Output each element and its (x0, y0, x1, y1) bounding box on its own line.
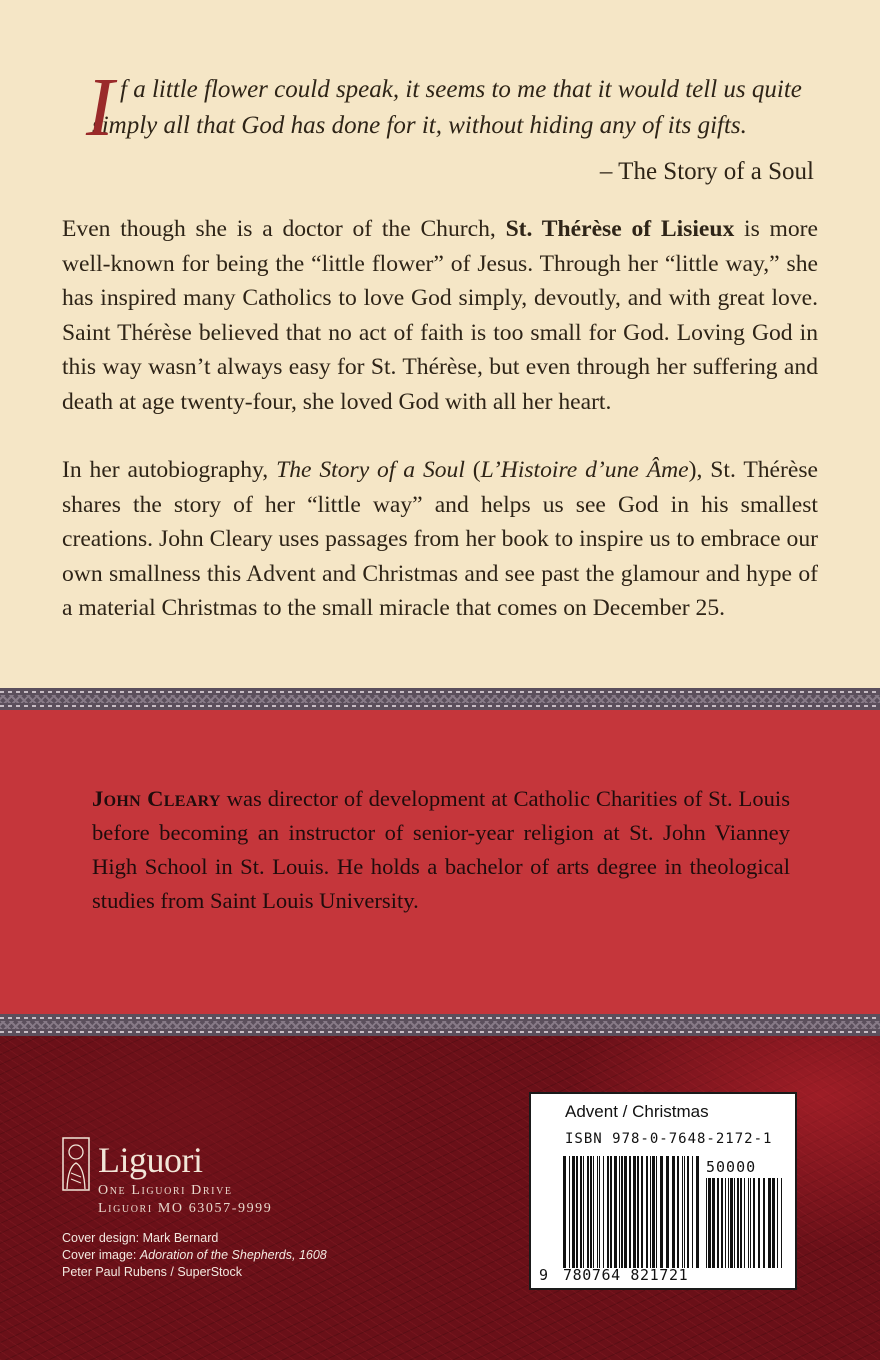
artist-credit: Peter Paul Rubens / SuperStock (62, 1265, 242, 1279)
barcode-bar (748, 1178, 749, 1268)
barcode-bar (758, 1178, 760, 1268)
description-paragraph-2 (62, 453, 818, 626)
quote-source: – The Story of a Soul (599, 158, 814, 185)
barcode-bar (619, 1156, 620, 1268)
barcode-bar (633, 1156, 636, 1268)
barcode-bar (684, 1156, 685, 1268)
barcode-bar (593, 1156, 594, 1268)
painting-title: Adoration of the Shepherds, 1608 (139, 1248, 327, 1262)
epigraph-quote (86, 61, 804, 154)
book-category: Advent / Christmas (565, 1102, 709, 1121)
barcode-bar (650, 1156, 651, 1268)
author-bio-text: was director of development at Catholic Charities of St. Louis before becoming an instructor of senior-year religion at St. John Vianney High School in St. Louis. He holds a bachelor of arts degree in theological studies from Saint Louis University. (92, 786, 791, 913)
barcode-bar (728, 1178, 729, 1268)
barcode-bar (572, 1156, 575, 1268)
barcode-bar (781, 1178, 782, 1268)
barcode-bar (660, 1156, 663, 1268)
barcode-bar (734, 1178, 735, 1268)
description-paragraph-1 (62, 212, 818, 419)
drop-cap: I (86, 61, 114, 154)
barcode-bar (652, 1156, 655, 1268)
text-run: In her autobiography, (62, 457, 277, 483)
image-credit (62, 1247, 327, 1264)
barcode-bar (624, 1156, 627, 1268)
barcode-bar (721, 1178, 723, 1268)
barcode-bar (708, 1178, 711, 1268)
quote-text: f a little flower could speak, it seems to me that it would tell us quite simply all that God has done for it, without hiding any of its gifts. (92, 76, 802, 139)
saint-portrait-icon (62, 1137, 90, 1191)
price-code: 50000 (706, 1158, 757, 1176)
barcode-bar (672, 1156, 675, 1268)
barcode-bar (590, 1156, 592, 1268)
barcode-bar (696, 1156, 699, 1268)
book-title-french: L’Histoire d’une Âme (480, 457, 689, 483)
publisher-name: Liguori (98, 1140, 203, 1180)
barcode-bar (737, 1178, 739, 1268)
barcode-bar (692, 1156, 693, 1268)
barcode-bar (706, 1178, 707, 1268)
decorative-band (0, 1014, 880, 1036)
text-run: ( (464, 457, 481, 483)
barcode-box (529, 1092, 797, 1290)
author-bio (92, 782, 790, 918)
cover-credits (62, 1230, 327, 1281)
publisher-address-line2: Liguori MO 63057-9999 (98, 1201, 273, 1216)
isbn-label: ISBN 978-0-7648-2172-1 (565, 1131, 773, 1147)
barcode-bar (750, 1178, 751, 1268)
barcode-bar (576, 1156, 578, 1268)
barcode-bar (682, 1156, 683, 1268)
barcode-bar (677, 1156, 679, 1268)
barcode-bar (777, 1178, 778, 1268)
barcode-bar (583, 1156, 584, 1268)
barcode-bar (614, 1156, 617, 1268)
barcode-bar (730, 1178, 733, 1268)
text-run: Even though she is a doctor of the Church, (62, 216, 506, 242)
barcode-bar (753, 1178, 755, 1268)
saint-name: St. Thérèse of Lisieux (505, 216, 735, 242)
barcode-bar (599, 1156, 600, 1268)
design-credit: Cover design: Mark Bernard (62, 1231, 219, 1245)
barcode-bar (580, 1156, 582, 1268)
author-name: John Cleary (92, 786, 221, 811)
barcode-bar (629, 1156, 631, 1268)
barcode-bar (587, 1156, 589, 1268)
book-title: The Story of a Soul (276, 457, 465, 483)
barcode-bar (768, 1178, 771, 1268)
text-run: is more well-known for being the “little flower” of Jesus. Through her “little way,” she has inspired many Catholics to love God simply, devoutly, and with great love. Saint Thérèse believed that no act of faith is too small for God. Loving God in this way wasn’t always easy for St. Thérèse, but even through her suffering and death at age twenty-four, she loved God with all her heart. (62, 216, 819, 415)
barcode-bar (687, 1156, 689, 1268)
barcode-bar (641, 1156, 643, 1268)
barcode-bar (744, 1178, 745, 1268)
barcode-bar (763, 1178, 765, 1268)
barcode-bar (656, 1156, 657, 1268)
barcode-bar (725, 1178, 726, 1268)
barcode-bar (603, 1156, 604, 1268)
barcode-bar (712, 1178, 715, 1268)
credit-label: Cover image: (62, 1248, 140, 1262)
barcode-bar (717, 1178, 719, 1268)
barcode-bar (597, 1156, 598, 1268)
publisher-address-line1: One Liguori Drive (98, 1183, 233, 1198)
barcode-bar (569, 1156, 570, 1268)
barcode-bar (666, 1156, 669, 1268)
isbn-barcode (563, 1156, 701, 1268)
barcode-lead-digit: 9 (539, 1266, 549, 1284)
barcode-bar (772, 1178, 775, 1268)
text-run: ), St. Thérèse shares the story of her “little way” and helps us see God in his smallest creations. John Cleary uses passages from her book to inspire us to embrace our own smallness this Advent and Christmas and see past the glamour and hype of a material Christmas to the small miracle that comes on December 25. (62, 457, 818, 621)
barcode-bar (621, 1156, 623, 1268)
barcode-bar (610, 1156, 612, 1268)
price-barcode (706, 1178, 786, 1268)
barcode-bar (637, 1156, 639, 1268)
barcode-digits: 780764 821721 (563, 1266, 689, 1284)
barcode-bar (607, 1156, 609, 1268)
decorative-band (0, 688, 880, 710)
barcode-bar (646, 1156, 648, 1268)
barcode-bar (563, 1156, 566, 1268)
barcode-bar (740, 1178, 742, 1268)
